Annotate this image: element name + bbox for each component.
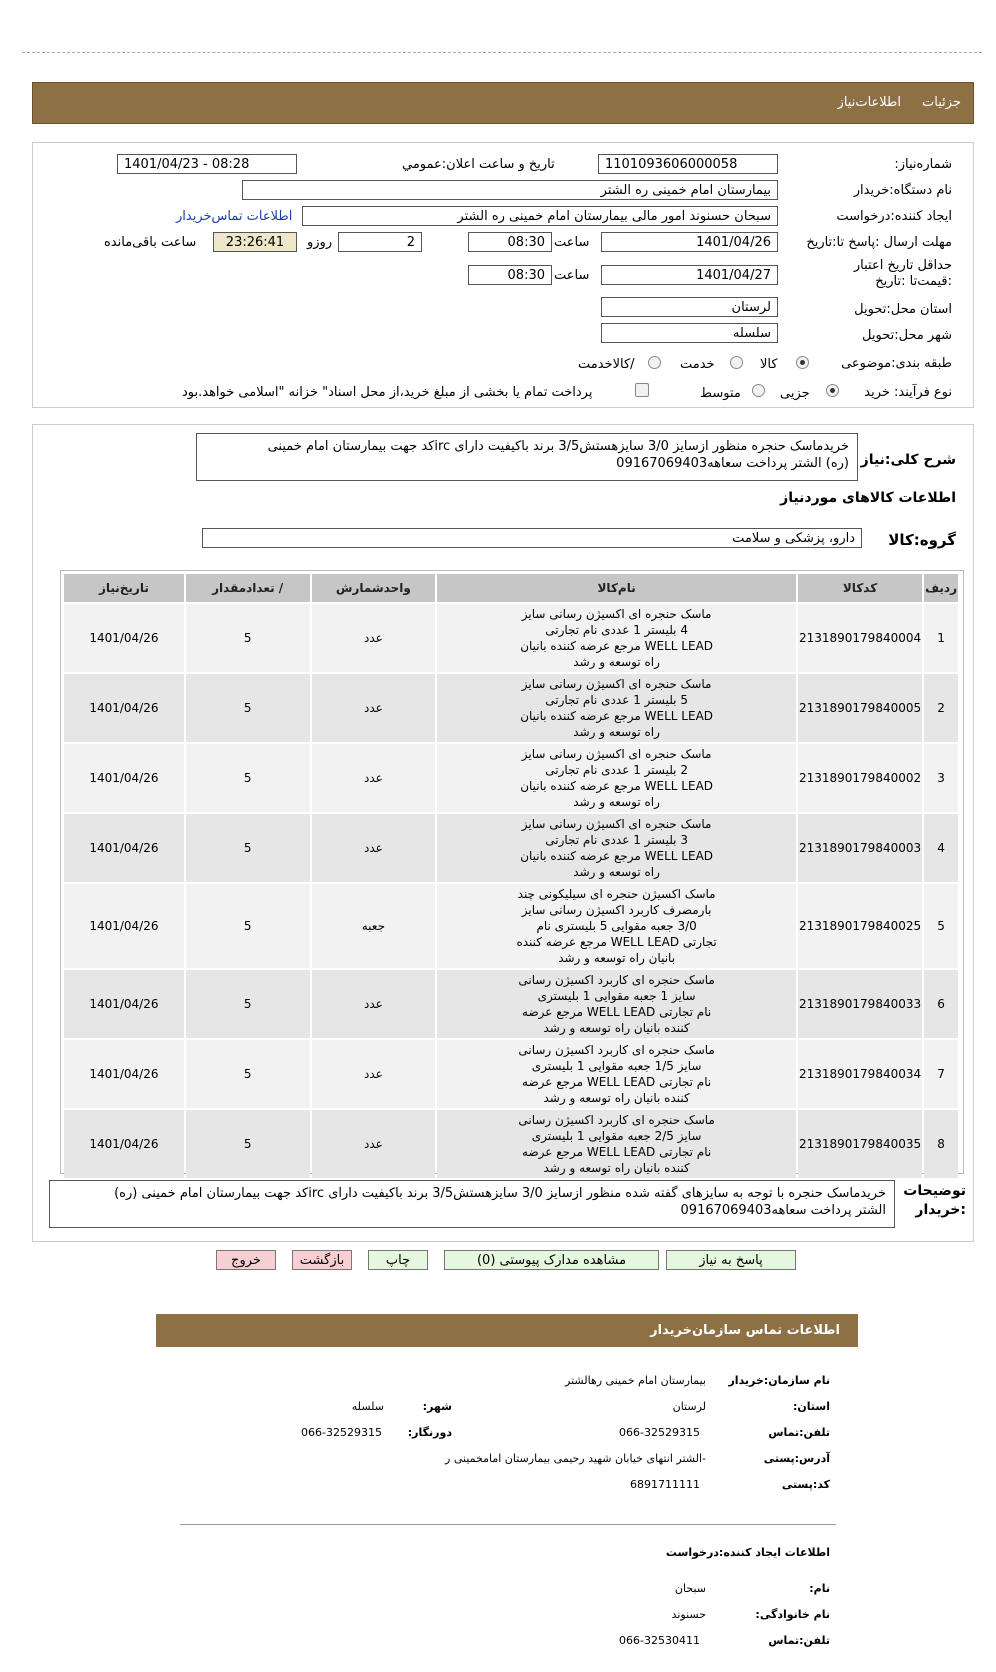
buyer-notes-line2: الشتر پرداخت سعاهه09167069403: [680, 1203, 886, 1218]
process-partial-radio[interactable]: [826, 384, 839, 397]
item-qty: 5: [186, 604, 310, 672]
row-number: 6: [924, 970, 958, 1038]
deadline-date-field: 1401/04/26: [601, 232, 778, 252]
item-code: 2131890179840005: [798, 674, 922, 742]
category-service-radio[interactable]: [730, 356, 743, 369]
city-label: شهر محل:تحویل: [862, 328, 952, 343]
item-name-line: ماسک حنجره ای کاربرد اکسیژن رسانی: [518, 1113, 715, 1127]
category-service-label: خدمت: [680, 357, 715, 372]
creator-label: ایجاد کننده:درخواست: [836, 209, 952, 224]
row-number: 8: [924, 1110, 958, 1178]
exit-button[interactable]: خروج: [216, 1250, 276, 1270]
summary-text-box: [196, 433, 858, 481]
province-field: لرستان: [601, 297, 778, 317]
buyer-org-label: نام دستگاه:خریدار: [853, 183, 952, 198]
process-partial-label: جزیی: [780, 386, 810, 401]
contact-divider: [180, 1524, 836, 1525]
item-unit: جعبه: [312, 884, 436, 968]
need-number-label: شماره‌نیاز:: [894, 157, 952, 172]
item-unit: عدد: [312, 814, 436, 882]
tab-bar: [32, 82, 974, 124]
process-medium-label: متوسط: [700, 386, 741, 401]
category-label: طبقه بندی:موضوعی: [841, 356, 952, 371]
item-name-line: تجارتی WELL LEAD مرجع عرضه کننده: [516, 935, 717, 949]
item-name: [437, 884, 796, 968]
item-name-line: نام تجارتی WELL LEAD مرجع عرضه: [522, 1075, 712, 1089]
contact-title: اطلاعات تماس سازمان‌خریدار: [650, 1323, 840, 1338]
days-label: روزو: [307, 235, 333, 250]
item-qty: 5: [186, 970, 310, 1038]
price-valid-time-field: 08:30: [468, 265, 552, 285]
item-qty: 5: [186, 814, 310, 882]
row-number: 2: [924, 674, 958, 742]
deadline-time-field: 08:30: [468, 232, 552, 252]
item-name-line: کننده بانیان راه توسعه و رشد: [543, 1021, 690, 1035]
item-name-line: راه توسعه و رشد: [573, 655, 660, 669]
col-code: کدکالا: [798, 574, 922, 602]
price-valid-time-label: ساعت: [554, 268, 590, 283]
buyer-org-field: بیمارستان امام خمینی ره الشتر: [242, 180, 778, 200]
item-code: 2131890179840004: [798, 604, 922, 672]
treasury-payment-checkbox[interactable]: [635, 383, 649, 397]
item-name-line: بارمصرف کاربرد اکسیژن رسانی سایز: [521, 903, 712, 917]
item-name-line: نام تجارتی WELL LEAD مرجع عرضه: [522, 1145, 712, 1159]
back-button[interactable]: بازگشت: [292, 1250, 352, 1270]
family-value: حسنوند: [671, 1608, 706, 1621]
item-name-line: ماسک حنجره ای اکسیژن رسانی سایز: [521, 607, 712, 621]
category-goods-label: کالا: [760, 357, 778, 372]
buyer-notes-label: توضیحات :خریدار: [903, 1183, 966, 1218]
item-date: 1401/04/26: [64, 1110, 184, 1178]
creator-info-title: اطلاعات ایجاد کننده:درخواست: [665, 1546, 830, 1559]
item-date: 1401/04/26: [64, 674, 184, 742]
item-date: 1401/04/26: [64, 814, 184, 882]
price-valid-date-field: 1401/04/27: [601, 265, 778, 285]
summary-label: شرح کلی:نیاز: [860, 452, 956, 468]
row-number: 4: [924, 814, 958, 882]
item-unit: عدد: [312, 604, 436, 672]
group-label: گروه:کالا: [888, 531, 956, 549]
col-qty: / تعدادمقدار: [186, 574, 310, 602]
item-name-line: WELL LEAD مرجع عرضه کننده بانیان: [520, 639, 714, 653]
table-row: [64, 884, 958, 968]
phone-value: 066-32529315: [619, 1426, 700, 1439]
item-code: 2131890179840035: [798, 1110, 922, 1178]
city-field: سلسله: [601, 323, 778, 343]
item-name-line: ماسک حنجره ای اکسیژن رسانی سایز: [521, 817, 712, 831]
table-row: [64, 1110, 958, 1178]
days-field: 2: [338, 232, 422, 252]
postal-value: 6891711111: [630, 1478, 700, 1491]
reply-button[interactable]: پاسخ به نیاز: [666, 1250, 796, 1270]
postal-label: کد:پستی: [781, 1478, 830, 1491]
fax-value: 066-32529315: [301, 1426, 382, 1439]
item-code: 2131890179840025: [798, 884, 922, 968]
item-name: [437, 814, 796, 882]
name-label: نام:: [809, 1582, 830, 1595]
creator-phone-label: تلفن:تماس: [768, 1634, 830, 1647]
item-name-line: WELL LEAD مرجع عرضه کننده بانیان: [520, 709, 714, 723]
item-code: 2131890179840003: [798, 814, 922, 882]
row-number: 3: [924, 744, 958, 812]
item-code: 2131890179840034: [798, 1040, 922, 1108]
deadline-time-label: ساعت: [554, 235, 590, 250]
creator-phone-value: 066-32530411: [619, 1634, 700, 1647]
item-name: [437, 970, 796, 1038]
contact-province-value: لرستان: [672, 1400, 706, 1413]
tab-need-info[interactable]: اطلاعات‌نیاز: [837, 95, 901, 110]
price-valid-label: حداقل تاریخ اعتبار :قیمت‌تا :تاریخ: [853, 258, 952, 289]
item-name-line: 3 بلیستر 1 عددی نام تجارتی: [545, 833, 688, 847]
phone-label: تلفن:تماس: [768, 1426, 830, 1439]
item-qty: 5: [186, 1040, 310, 1108]
item-name-line: WELL LEAD مرجع عرضه کننده بانیان: [520, 849, 714, 863]
col-name: نام‌کالا: [437, 574, 796, 602]
buyer-notes-line1: خریدماسک حنجره با توجه به سایزهای گفته شده منظور ازسایز 3/0 سایزهستش3/5 برند باکیفیت دارای ircکد جهت بیمارستان امام خمینی (ره): [114, 1186, 886, 1201]
item-code: 2131890179840002: [798, 744, 922, 812]
item-qty: 5: [186, 744, 310, 812]
row-number: 5: [924, 884, 958, 968]
item-name-line: کننده بانیان راه توسعه و رشد: [543, 1091, 690, 1105]
name-value: سبحان: [674, 1582, 706, 1595]
table-row: [64, 814, 958, 882]
province-label: استان محل:تحویل: [854, 302, 952, 317]
remaining-label: ساعت باقی‌مانده: [104, 235, 197, 250]
announce-label: تاریخ و ساعت اعلان:عمومي: [402, 157, 555, 172]
item-name-line: راه توسعه و رشد: [573, 865, 660, 879]
buyer-contact-link[interactable]: اطلاعات تماس‌خریدار: [176, 209, 293, 224]
category-both-label: /کالاخدمت: [578, 357, 635, 372]
creator-field: سبحان حسنوند امور مالی بیمارستان امام خمینی ره الشتر: [302, 206, 778, 226]
item-unit: عدد: [312, 674, 436, 742]
top-divider: [22, 52, 982, 53]
item-name: [437, 1040, 796, 1108]
item-name-line: کننده بانیان راه توسعه و رشد: [543, 1161, 690, 1175]
process-label: نوع فرآیند: خرید: [864, 385, 952, 400]
item-name: [437, 1110, 796, 1178]
item-name-line: WELL LEAD مرجع عرضه کننده بانیان: [520, 779, 714, 793]
item-name-line: ماسک حنجره ای کاربرد اکسیژن رسانی: [518, 1043, 715, 1057]
table-row: [64, 1040, 958, 1108]
summary-text-line1: خریدماسک حنجره منظور ازسایز 3/0 سایزهستش3/5 برند باکیفیت دارای ircکد جهت بیمارستان امام خمینی: [267, 439, 849, 454]
table-row: [64, 674, 958, 742]
item-date: 1401/04/26: [64, 884, 184, 968]
category-goods-radio[interactable]: [796, 356, 809, 369]
fax-label: دورنگار:: [407, 1426, 452, 1439]
item-name-line: راه توسعه و رشد: [573, 725, 660, 739]
item-unit: عدد: [312, 970, 436, 1038]
item-unit: عدد: [312, 744, 436, 812]
contact-city-value: سلسله: [351, 1400, 384, 1413]
attachments-button[interactable]: مشاهده مدارک پیوستی (0): [444, 1250, 659, 1270]
item-name: [437, 604, 796, 672]
item-name: [437, 674, 796, 742]
announce-field: 1401/04/23 - 08:28: [117, 154, 297, 174]
item-code: 2131890179840033: [798, 970, 922, 1038]
item-name-line: نام تجارتی WELL LEAD مرجع عرضه: [522, 1005, 712, 1019]
col-unit: واحدشمارش: [312, 574, 436, 602]
item-name-line: ماسک حنجره ای اکسیژن رسانی سایز: [521, 677, 712, 691]
item-name-line: 3/0 جعبه مقوایی 5 بلیستری نام: [536, 919, 697, 933]
item-name-line: راه توسعه و رشد: [573, 795, 660, 809]
tab-details[interactable]: جزئیات: [922, 95, 961, 110]
treasury-payment-note: پرداخت تمام یا بخشی از مبلغ خرید،از محل اسناد" خزانه "اسلامی خواهد.بود: [182, 385, 593, 400]
contact-city-label: شهر:: [422, 1400, 452, 1413]
item-name-line: سایز 1 جعبه مقوایی 1 بلیستری: [537, 989, 696, 1003]
item-name-line: ماسک حنجره ای کاربرد اکسیژن رسانی: [518, 973, 715, 987]
col-date: تاریخ‌نیاز: [64, 574, 184, 602]
item-date: 1401/04/26: [64, 604, 184, 672]
need-number-field: 1101093606000058: [598, 154, 778, 174]
row-number: 7: [924, 1040, 958, 1108]
table-row: [64, 970, 958, 1038]
category-both-radio[interactable]: [648, 356, 661, 369]
deadline-label: مهلت ارسال :پاسخ تا:تاریخ: [806, 235, 952, 250]
print-button[interactable]: چاپ: [368, 1250, 428, 1270]
item-name-line: ماسک حنجره ای اکسیژن رسانی سایز: [521, 747, 712, 761]
table-row: [64, 604, 958, 672]
item-name-line: 2 بلیستر 1 عددی نام تجارتی: [545, 763, 688, 777]
item-qty: 5: [186, 1110, 310, 1178]
remaining-time-field: 23:26:41: [213, 232, 297, 252]
process-medium-radio[interactable]: [752, 384, 765, 397]
org-value: بیمارستان امام خمینی رهالشتر: [565, 1374, 706, 1387]
group-field: دارو، پزشکی و سلامت: [202, 528, 862, 548]
address-value: -الشتر انتهای خیابان شهید رحیمی بیمارستان امامخمینی ر: [445, 1452, 706, 1465]
item-name-line: ماسک اکسیژن حنجره ای سیلیکونی چند: [517, 887, 716, 901]
address-label: آدرس:پستی: [763, 1452, 830, 1465]
item-unit: عدد: [312, 1040, 436, 1108]
summary-text-line2: (ره) الشتر پرداخت سعاهه09167069403: [616, 456, 849, 471]
items-table: [62, 572, 960, 1180]
item-date: 1401/04/26: [64, 1040, 184, 1108]
contact-province-label: استان:: [793, 1400, 830, 1413]
buyer-notes-box: [49, 1180, 895, 1228]
org-label: نام سازمان:خریدار: [728, 1374, 830, 1387]
item-qty: 5: [186, 884, 310, 968]
goods-info-title: اطلاعات کالاهای موردنیاز: [780, 490, 956, 506]
item-name-line: 5 بلیستر 1 عددی نام تجارتی: [545, 693, 688, 707]
family-label: نام خانوادگی:: [755, 1608, 830, 1621]
item-qty: 5: [186, 674, 310, 742]
item-name-line: سایز 1/5 جعبه مقوایی 1 بلیستری: [531, 1059, 702, 1073]
item-date: 1401/04/26: [64, 744, 184, 812]
item-name-line: 4 بلیستر 1 عددی نام تجارتی: [545, 623, 688, 637]
table-row: [64, 744, 958, 812]
item-name-line: بانیان راه توسعه و رشد: [558, 951, 676, 965]
contact-header-bar: [156, 1314, 858, 1347]
item-name: [437, 744, 796, 812]
item-name-line: سایز 2/5 جعبه مقوایی 1 بلیستری: [531, 1129, 702, 1143]
item-date: 1401/04/26: [64, 970, 184, 1038]
row-number: 1: [924, 604, 958, 672]
col-row: ردیف: [924, 574, 958, 602]
item-unit: عدد: [312, 1110, 436, 1178]
